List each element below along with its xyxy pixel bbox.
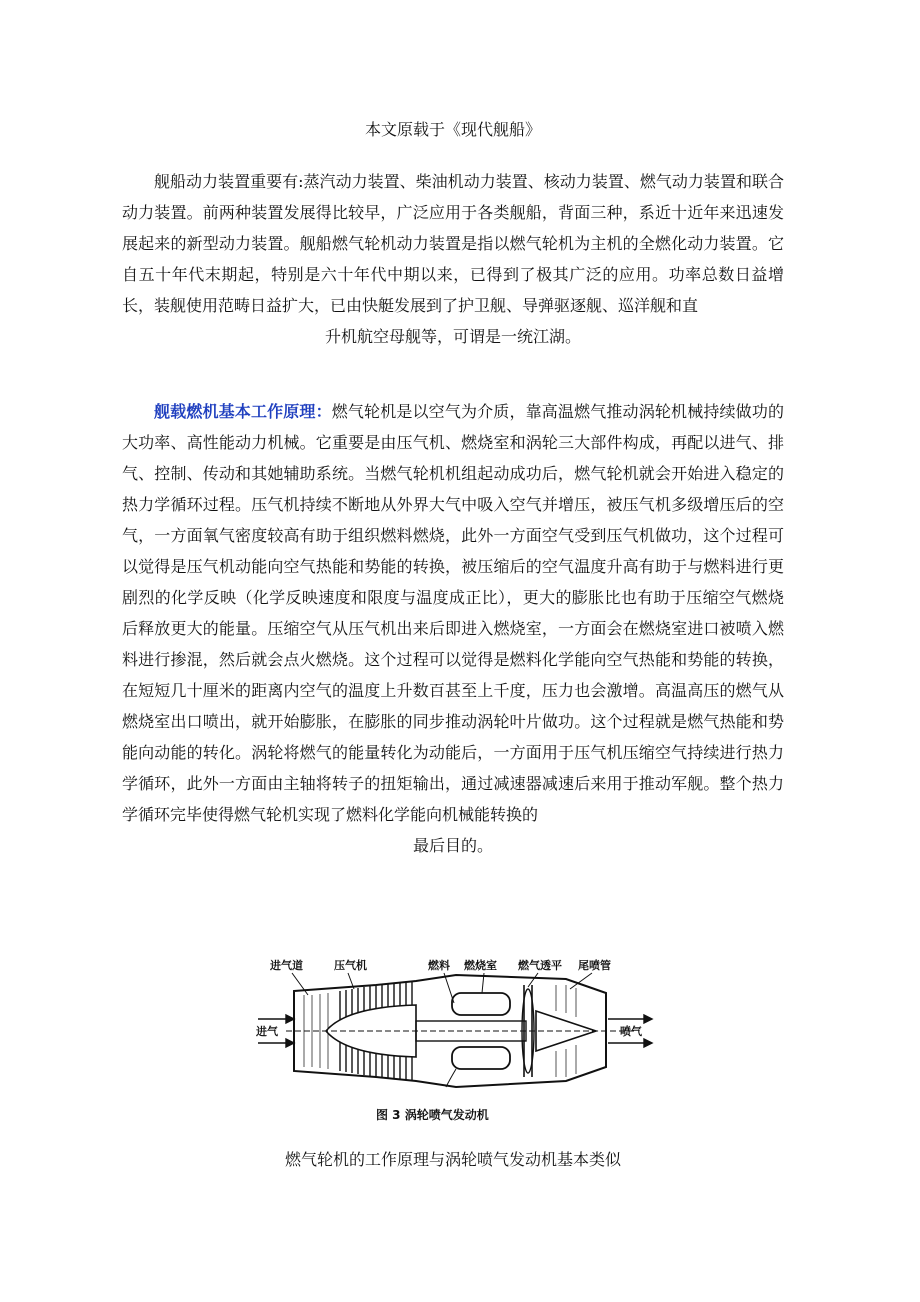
label-nozzle: 尾喷管 [578, 959, 611, 972]
label-inlet-duct: 进气道 [270, 959, 303, 972]
intro-paragraph [122, 166, 784, 352]
label-exhaust: 喷气 [620, 1025, 642, 1038]
figure-caption: 燃气轮机的工作原理与涡轮喷气发动机基本类似 [284, 1150, 621, 1169]
figure-title: 图 3 涡轮喷气发动机 [376, 1108, 489, 1122]
principle-paragraph-body: 燃气轮机是以空气为介质，靠高温燃气推动涡轮机械持续做功的大功率、高性能动力机械。它重要是由压气机、燃烧室和涡轮三大部件构成，再配以进气、排气、控制、传动和其她辅助系统。当燃气轮机机组起动成功后，燃气轮机就会开始进入稳定的热力学循环过程。压气机持续不断地从外界大气中吸入空气并增压，被压气机多级增压后的空气，一方面氧气密度较高有助于组织燃料燃烧，此外一方面空气受到压气机做功，这个过程可以觉得是压气机动能向空气热能和势能的转换，被压缩后的空气温度升高有助于与燃料进行更剧烈的化学反映（化学反映速度和限度与温度成正比），更大的膨胀比也有助于压缩空气燃烧后释放更大的能量。压缩空气从压气机出来后即进入燃烧室，一方面会在燃烧室进口被喷入燃料进行掺混，然后就会点火燃烧。这个过程可以觉得是燃料化学能向空气热能和势能的转换，在短短几十厘米的距离内空气的温度上升数百甚至上千度，压力也会激增。高温高压的燃气从燃烧室出口喷出，就开始膨胀，在膨胀的同步推动涡轮叶片做功。这个过程就是燃气热能和势能向动能的转化。涡轮将燃气的能量转化为动能后，一方面用于压气机压缩空气持续进行热力学循环，此外一方面由主轴将转子的扭矩输出，通过减速器减速后来用于推动军舰。整个热力学循环完毕使得燃气轮机实现了燃料化学能向机械能转换的 [122, 402, 784, 824]
principle-paragraph [122, 396, 784, 861]
principle-paragraph-last-line: 最后目的。 [412, 836, 493, 855]
label-fuel-top: 燃料 [428, 959, 450, 972]
label-compressor: 压气机 [334, 959, 367, 972]
combustor-top [452, 993, 510, 1015]
source-line: 本文原载于《现代舰船》 [364, 120, 541, 139]
label-turbine: 燃气透平 [518, 959, 562, 972]
intro-paragraph-last-line: 升机航空母舰等，可谓是一统江湖。 [324, 327, 581, 346]
turbojet-diagram-svg [256, 955, 656, 1125]
label-air-in: 进气 [256, 1025, 278, 1038]
intro-paragraph-body: 舰船动力装置重要有:蒸汽动力装置、柴油机动力装置、核动力装置、燃气动力装置和联合动力装置。前两种装置发展得比较早，广泛应用于各类舰船，背面三种，系近十近年来迅速发展起来的新型动力装置。舰船燃气轮机动力装置是指以燃气轮机为主机的全燃化动力装置。它自五十年代末期起，特别是六十年代中期以来，已得到了极其广泛的应用。功率总数日益增长，装舰使用范畴日益扩大，已由快艇发展到了护卫舰、导弹驱逐舰、巡洋舰和直 [122, 172, 784, 315]
label-combustor: 燃烧室 [464, 959, 497, 972]
turbojet-diagram [256, 955, 656, 1125]
principle-heading: 舰载燃机基本工作原理： [154, 402, 332, 421]
combustor-bottom [452, 1047, 510, 1069]
